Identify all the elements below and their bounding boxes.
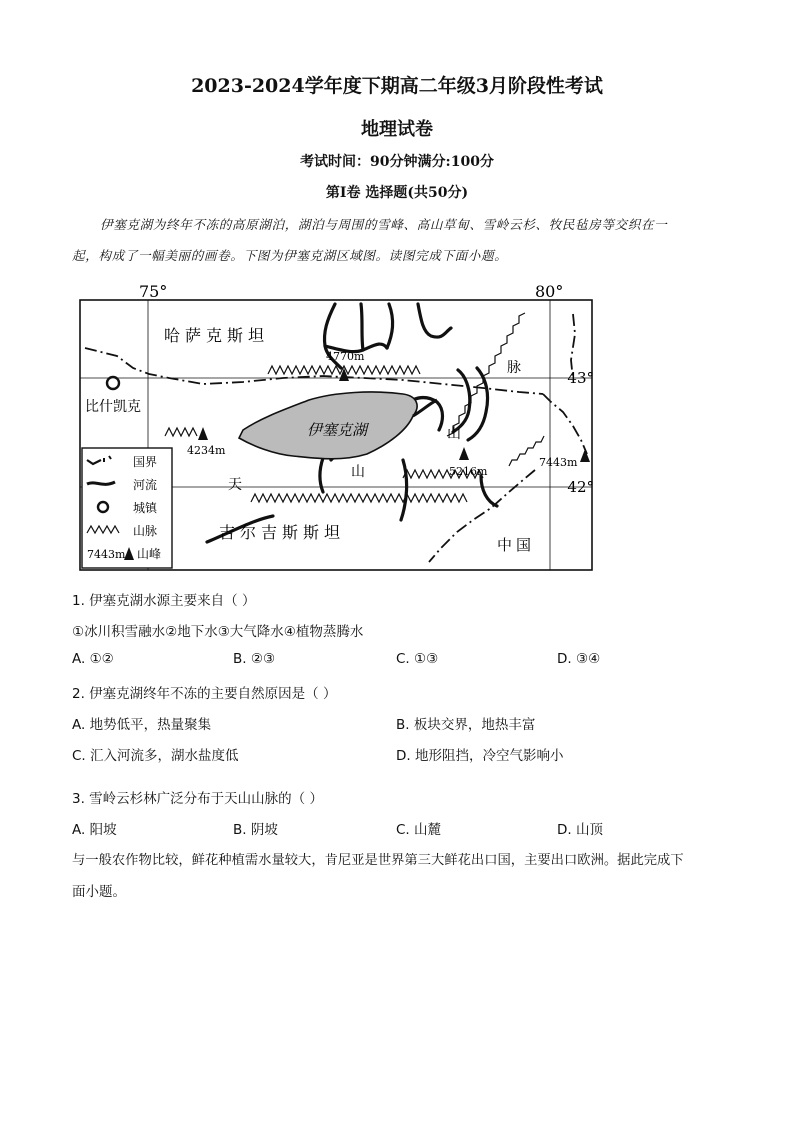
exam-info: 考试时间：90分钟满分:100分 (300, 154, 494, 170)
question-1-statements: ①冰川积雪融水②地下水③大气降水④植物蒸腾水 (72, 624, 364, 640)
issyk-kul-map (73, 270, 595, 572)
lat-42-label: 42° (567, 478, 594, 496)
range-label-tian: 天 (228, 477, 242, 493)
q2-option-d[interactable]: D. 地形阻挡，冷空气影响小 (396, 748, 564, 764)
peak-4234-label: 4234m (187, 444, 226, 457)
next-intro-line-1: 与一般农作物比较，鲜花种植需水量较大，肯尼亚是世界第三大鲜花出口国，主要出口欧洲。据此完成下 (72, 853, 684, 868)
lon-75-label: 75° (139, 282, 168, 301)
country-kazakhstan-label: 哈萨克斯坦 (164, 326, 270, 345)
legend-peak-label: 山峰 (137, 547, 162, 561)
q3-option-c[interactable]: C. 山麓 (396, 822, 442, 838)
q1-option-a[interactable]: A. ①② (72, 651, 114, 667)
city-bishkek-label: 比什凯克 (85, 399, 141, 415)
q1-option-d[interactable]: D. ③④ (557, 651, 601, 667)
exam-title: 2023-2024学年度下期高二年级3月阶段性考试 (191, 75, 603, 97)
intro-line-1: 伊塞克湖为终年不冻的高原湖泊，湖泊与周围的雪峰、高山草甸、雪岭云杉、牧民毡房等交织在一 (100, 217, 668, 232)
map-legend (82, 448, 172, 568)
section-heading: 第Ⅰ卷 选择题(共50分) (325, 185, 469, 201)
lake-label: 伊塞克湖 (307, 421, 368, 439)
peak-5216-label: 5216m (449, 465, 488, 478)
question-3-stem: 3. 雪岭云杉林广泛分布于天山山脉的（ ） (72, 791, 323, 807)
lat-43-label: 43° (567, 369, 594, 387)
country-china-label: 中国 (497, 536, 536, 554)
question-1-stem: 1. 伊塞克湖水源主要来自（ ） (72, 593, 256, 609)
legend-peak-value: 7443m (87, 548, 126, 561)
q2-option-a[interactable]: A. 地势低平，热量聚集 (72, 717, 212, 733)
range-label-mai: 脉 (507, 360, 521, 376)
q1-option-c[interactable]: C. ①③ (396, 651, 439, 667)
legend-mountain-label: 山脉 (133, 524, 158, 538)
q2-option-b[interactable]: B. 板块交界，地热丰富 (396, 717, 536, 733)
question-2-stem: 2. 伊塞克湖终年不冻的主要自然原因是（ ） (72, 686, 337, 702)
q3-option-d[interactable]: D. 山顶 (557, 822, 603, 838)
peak-4770-label: 4770m (326, 350, 365, 363)
range-label-shan-2: 山 (447, 426, 461, 442)
legend-river-label: 河流 (133, 478, 158, 492)
country-kyrgyzstan-label: 吉尔吉斯斯坦 (219, 523, 346, 542)
q3-option-a[interactable]: A. 阳坡 (72, 822, 117, 838)
city-bishkek-icon (107, 377, 119, 389)
peak-7443-label: 7443m (539, 456, 578, 469)
q1-option-b[interactable]: B. ②③ (233, 651, 276, 667)
lon-80-label: 80° (535, 282, 564, 301)
subject-title: 地理试卷 (361, 119, 433, 140)
intro-line-2: 起，构成了一幅美丽的画卷。下图为伊塞克湖区域图。读图完成下面小题。 (72, 248, 508, 263)
q3-option-b[interactable]: B. 阴坡 (233, 822, 278, 838)
range-label-shan-1: 山 (351, 464, 365, 480)
q2-option-c[interactable]: C. 汇入河流多，湖水盐度低 (72, 748, 239, 764)
next-intro-line-2: 面小题。 (72, 884, 126, 900)
legend-town-label: 城镇 (133, 501, 158, 515)
legend-border-label: 国界 (133, 455, 158, 469)
